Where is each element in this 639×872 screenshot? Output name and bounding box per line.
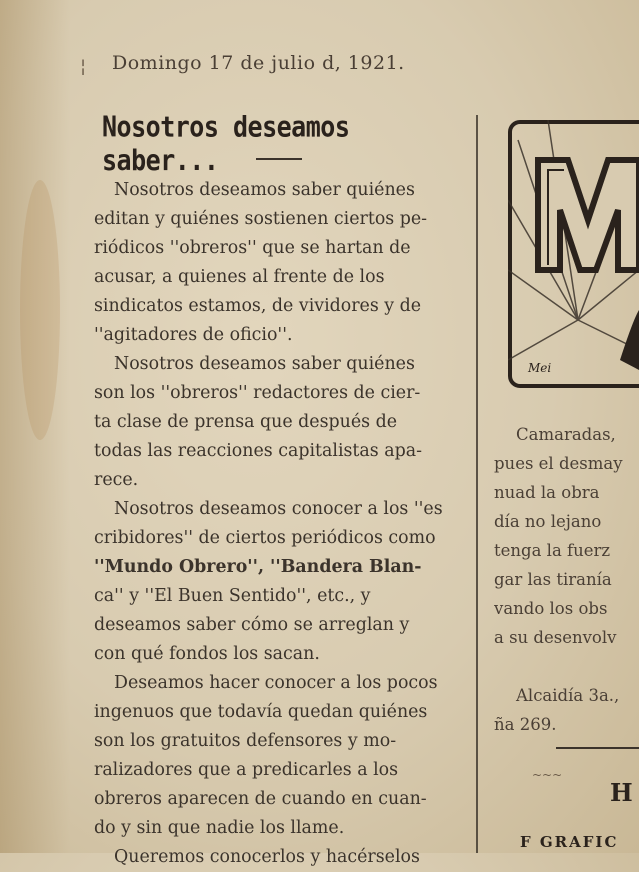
article-line: ingenuos que todavía quedan quiénes <box>94 702 428 722</box>
right-line: nuad la obra <box>494 483 600 502</box>
illustration-signature: Mei <box>528 361 552 375</box>
article-line: sindicatos estamos, de vividores y de <box>94 296 422 316</box>
article-line: ta clase de prensa que después de <box>94 412 398 432</box>
article-line: rece. <box>94 470 139 490</box>
article-body <box>94 176 474 872</box>
right-line: pues el desmay <box>494 454 623 473</box>
article-line: riódicos ''obreros'' que se hartan de <box>94 238 411 258</box>
article-line: do y sin que nadie los llame. <box>94 818 345 838</box>
right-subheading-fragment: F GRAFIC <box>520 833 619 851</box>
right-line <box>494 652 639 681</box>
article-line: Queremos conocerlos y hacérselos <box>114 847 420 867</box>
right-line: día no lejano <box>494 512 602 531</box>
ornament-mark: ~~~ <box>532 768 563 782</box>
article-line: ca'' y ''El Buen Sentido'', etc., y <box>94 586 371 606</box>
pin-mark: ¦ <box>80 56 87 77</box>
article-line: ''agitadores de oficio''. <box>94 325 293 345</box>
article-line: ''Mundo Obrero'', ''Bandera Blan- <box>94 557 422 577</box>
article-line: son los gratuitos defensores y mo- <box>94 731 397 751</box>
headline-rule <box>256 158 302 160</box>
right-line: ña 269. <box>494 715 557 734</box>
article-line: todas las reacciones capitalistas apa- <box>94 441 422 461</box>
right-line: tenga la fuerz <box>494 541 611 560</box>
right-line: Alcaidía 3a., <box>516 686 620 705</box>
article-line: Nosotros deseamos conocer a los ''es <box>114 499 443 519</box>
right-line: vando los obs <box>494 599 608 618</box>
right-heading-fragment: H <box>610 778 633 807</box>
article-line: Deseamos hacer conocer a los pocos <box>114 673 438 693</box>
right-line: gar las tiranía <box>494 570 612 589</box>
article-line: deseamos saber cómo se arreglan y <box>94 615 410 635</box>
article-line: ralizadores que a predicarles a los <box>94 760 399 780</box>
dateline: Domingo 17 de julio d, 1921. <box>112 52 405 74</box>
right-line: a su desenvolv <box>494 628 617 647</box>
article-line: Nosotros deseamos saber quiénes <box>114 354 415 374</box>
article-line: obreros aparecen de cuando en cuan- <box>94 789 427 809</box>
headline: Nosotros deseamos saber... <box>102 110 350 177</box>
right-line: Camaradas, <box>516 425 616 444</box>
right-column-rule <box>556 747 639 749</box>
article-line: editan y quiénes sostienen ciertos pe- <box>94 209 428 229</box>
article-line: son los ''obreros'' redactores de cier- <box>94 383 421 403</box>
article-line: cribidores'' de ciertos periódicos como <box>94 528 436 548</box>
column-divider <box>476 115 478 853</box>
article-line: acusar, a quienes al frente de los <box>94 267 385 287</box>
article-line: Nosotros deseamos saber quiénes <box>114 180 415 200</box>
woodcut-illustration <box>508 120 639 390</box>
page-stain <box>20 180 60 440</box>
article-line: con qué fondos los sacan. <box>94 644 320 664</box>
right-column-text <box>494 420 639 739</box>
